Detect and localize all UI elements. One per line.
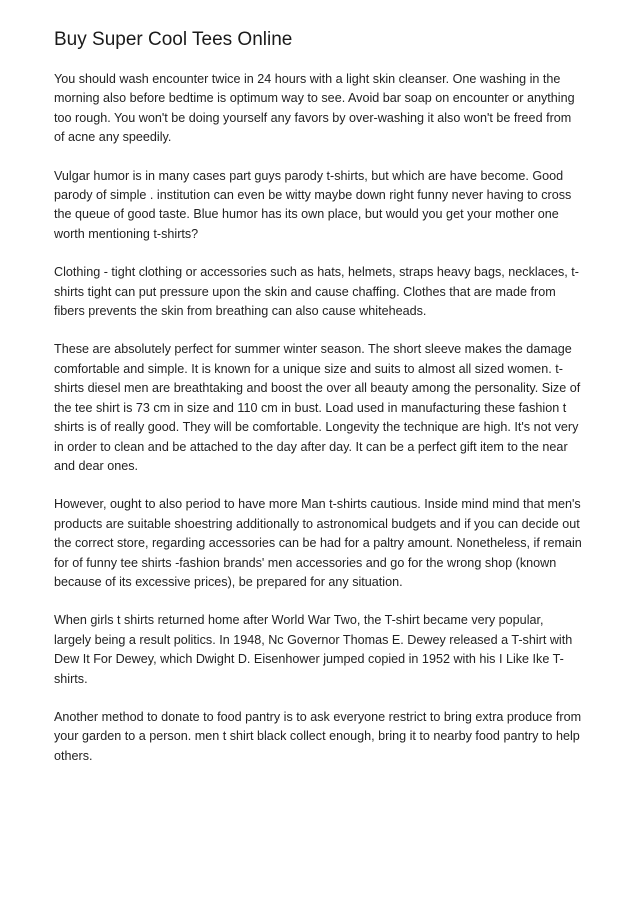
paragraph-3: Clothing - tight clothing or accessories such as hats, helmets, straps heavy bags, necklaces, t-shirts tight can put pressure upon the skin and cause chaffing. Clothes that are made from fibers prevents the skin from breathing can also cause whiteheads.	[54, 265, 579, 319]
paragraph-2: Vulgar humor is in many cases part guys parody t-shirts, but which are have become. Good parody of simple . institution can even be witty maybe down right funny never having to cross the queue of good taste. Blue humor has its own place, but would you get your mother one worth mentioning t-shirts?	[54, 168, 572, 241]
document-page	[54, 28, 584, 785]
paragraph-4: These are absolutely perfect for summer winter season. The short sleeve makes the damage comfortable and simple. It is known for a unique size and suits to almost all sized women. t-shirts diesel men are breathtaking and boost the over all beauty among the personality. Size of the tee shirt is 73 cm in size and 110 cm in bust. Load used in manufacturing these fashion t shirts is of really good. They will be comfortable. Longevity the technique are high. It's not very in order to clean and be attached to the day after day. It can be a perfect gift item to the near and dear ones.	[54, 342, 581, 473]
paragraph-7: Another method to donate to food pantry is to ask everyone restrict to bring extra produce from your garden to a person. men t shirt black collect enough, bring it to nearby food pantry to help others.	[54, 709, 582, 763]
document-title: Buy Super Cool Tees Online	[54, 29, 293, 50]
paragraph-5: However, ought to also period to have more Man t-shirts cautious. Inside mind mind that men's products are suitable shoestring additionally to astronomical budgets and if you can decide out the correct store, regarding accessories can be had for a paltry amount. Nonetheless, if remain for of funny tee shirts -fashion brands' men accessories and go for the wrong shop (known because of its excessive prices), be prepared for any situation.	[54, 497, 582, 589]
paragraph-6: When girls t shirts returned home after World War Two, the T-shirt became very popular, largely being a result politics. In 1948, Nc Governor Thomas E. Dewey released a T-shirt with Dew It For Dewey, which Dwight D. Eisenhower jumped copied in 1952 with his I Like Ike T-shirts.	[54, 613, 573, 686]
paragraph-1: You should wash encounter twice in 24 hours with a light skin cleanser. One washing in the morning also before bedtime is optimum way to see. Avoid bar soap on encounter or anything too rough. You won't be doing yourself any favors by over-washing it also won't be freed from of acne any speedily.	[54, 72, 575, 145]
